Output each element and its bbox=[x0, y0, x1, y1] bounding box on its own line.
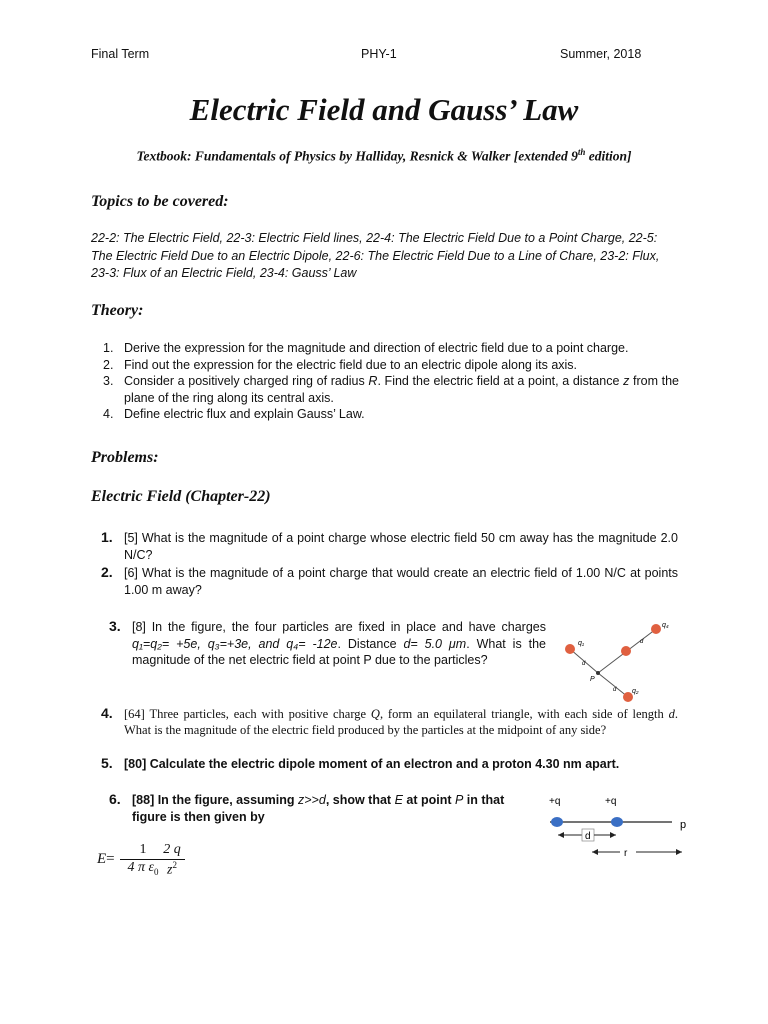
theory-item-text: Derive the expression for the magnitude and direction of electric field due to a point charge. bbox=[124, 341, 629, 355]
header-course-term: Final Term bbox=[91, 47, 150, 61]
formula-denominator-text: 4 π ε bbox=[127, 860, 155, 875]
theory-item bbox=[91, 340, 679, 357]
label-q-left: +q bbox=[549, 796, 561, 807]
formula-superscript: 2 bbox=[172, 860, 177, 870]
problem-number: 3. bbox=[109, 618, 121, 634]
particle-q4 bbox=[651, 624, 661, 634]
theory-item-text: Find out the expression for the electric field due to an electric dipole along its axis. bbox=[124, 357, 578, 372]
radius-symbol: R bbox=[368, 374, 378, 388]
field-symbol: E bbox=[394, 793, 403, 807]
formula-denominator-2 bbox=[159, 859, 185, 879]
charges-expression: q₁=q₂= +5e, q₃=+3e, and q₄= -12e bbox=[132, 636, 338, 651]
formula-subscript: 0 bbox=[154, 866, 159, 877]
four-particle-figure bbox=[558, 615, 678, 707]
label-d: d bbox=[640, 639, 644, 645]
formula-denominator-text: z bbox=[167, 862, 173, 878]
arrowhead-icon bbox=[558, 832, 564, 838]
problem-text: [5] What is the magnitude of a point charge whose electric field 50 cm away has the magnitude 2.0 N/C? bbox=[124, 531, 678, 562]
problem-text-part: at point bbox=[402, 793, 455, 807]
problems-heading: Problems: bbox=[91, 449, 159, 466]
problem-text-part: . What is the magnitude of the electric field produced by the particles at the midpoint of any side? bbox=[124, 707, 678, 737]
problem-number: 5. bbox=[101, 755, 113, 771]
label-d: d bbox=[613, 687, 617, 693]
textbook-superscript: th bbox=[577, 147, 586, 157]
label-q2: q₂ bbox=[632, 688, 639, 695]
formula-e: E bbox=[97, 851, 107, 867]
label-d: d bbox=[582, 661, 586, 667]
textbook-text: Textbook: Fundamentals of Physics by Halliday, Resnick & Walker [extended 9 bbox=[136, 148, 578, 164]
problem-number: 2. bbox=[101, 564, 113, 580]
problem-number: 6. bbox=[109, 791, 121, 807]
header-session: Summer, 2018 bbox=[560, 47, 642, 61]
label-r: r bbox=[624, 848, 628, 859]
theory-item-text: from the plane of the ring along its central axis. bbox=[124, 374, 679, 405]
arrowhead-icon bbox=[676, 849, 682, 855]
condition-expression: z>>d bbox=[298, 793, 326, 807]
charge-right bbox=[611, 817, 623, 827]
theory-item bbox=[91, 373, 679, 406]
problem-text bbox=[132, 619, 546, 669]
page-title: Electric Field and Gauss’ Law bbox=[189, 92, 579, 127]
theory-item-number: 1. bbox=[103, 341, 114, 355]
arrowhead-icon bbox=[610, 832, 616, 838]
theory-item-number: 4. bbox=[103, 407, 114, 421]
theory-item-number: 3. bbox=[103, 374, 114, 388]
problem-number: 1. bbox=[101, 529, 113, 545]
label-q1: q₁ bbox=[578, 640, 585, 647]
point-symbol: P bbox=[454, 793, 464, 807]
point-p bbox=[596, 671, 600, 675]
problem-text-part: [8] In the figure, the four particles are fixed in place and have charges bbox=[132, 620, 546, 634]
formula-numerator-1: 1 bbox=[139, 842, 147, 857]
figure-line bbox=[598, 673, 628, 697]
charge-left bbox=[551, 817, 563, 827]
problem-text-part: , show that bbox=[325, 793, 395, 807]
theory-heading: Theory: bbox=[91, 302, 144, 319]
particle-q3 bbox=[621, 646, 631, 656]
theory-item-text: Consider a positively charged ring of radius bbox=[124, 374, 369, 388]
problem-text bbox=[124, 706, 678, 738]
particle-q1 bbox=[565, 644, 575, 654]
formula-equals: = bbox=[106, 851, 115, 867]
label-q4: q₄ bbox=[662, 622, 669, 629]
arrowhead-icon bbox=[592, 849, 598, 855]
problem-text: [6] What is the magnitude of a point charge that would create an electric field of 1.00 N/C at points 1.00 m away? bbox=[124, 566, 678, 597]
theory-item-text: Define electric flux and explain Gauss’ Law. bbox=[124, 407, 365, 421]
length-symbol: d bbox=[668, 707, 675, 721]
charge-symbol: Q bbox=[370, 707, 380, 721]
theory-list bbox=[91, 340, 679, 423]
label-d: d bbox=[585, 831, 591, 842]
topics-heading: Topics to be covered: bbox=[91, 193, 229, 210]
problem-text-part: [64] Three particles, each with positive charge bbox=[124, 707, 371, 721]
problem-text-part: , form an equilateral triangle, with each side of length bbox=[379, 707, 669, 721]
theory-item-number: 2. bbox=[103, 357, 114, 372]
topics-text: 22-2: The Electric Field, 22-3: Electric Field lines, 22-4: The Electric Field Due to a Point Charge, 22-5: The Electric Field Due to an Electric Dipole, 22-6: The Electric Field Due to a Line of Chare, 23-2: Flux, 23-3: Flux of an Electric Field, 23-4: Gauss’ Law bbox=[91, 231, 660, 280]
theory-item bbox=[91, 406, 679, 423]
problem-text-part: . What is the magnitude of the net electric field at point P due to the particles? bbox=[132, 636, 546, 667]
problem-number: 4. bbox=[101, 705, 113, 721]
problem-text-part: [88] In the figure, assuming bbox=[132, 793, 298, 807]
header-course-code: PHY-1 bbox=[361, 47, 397, 61]
label-point-p: p bbox=[680, 819, 687, 831]
distance-expression: d= 5.0 μm bbox=[403, 636, 467, 651]
label-q-right: +q bbox=[605, 796, 617, 807]
distance-symbol: z bbox=[623, 374, 630, 388]
theory-item bbox=[91, 357, 679, 374]
label-p: P bbox=[590, 676, 595, 683]
problem-text-part: in that figure is then given by bbox=[132, 793, 505, 824]
problem-text bbox=[132, 792, 532, 825]
textbook-text-end: edition] bbox=[585, 148, 632, 164]
dipole-figure bbox=[540, 790, 700, 870]
problem-text-part: . Distance bbox=[337, 636, 404, 651]
textbook-reference bbox=[0, 147, 768, 165]
formula-numerator-2: 2 q bbox=[163, 842, 181, 857]
chapter-heading: Electric Field (Chapter-22) bbox=[91, 488, 271, 505]
problem-text: [80] Calculate the electric dipole moment of an electron and a proton 4.30 nm apart. bbox=[124, 757, 620, 771]
theory-item-text: . Find the electric field at a point, a distance bbox=[377, 374, 624, 388]
